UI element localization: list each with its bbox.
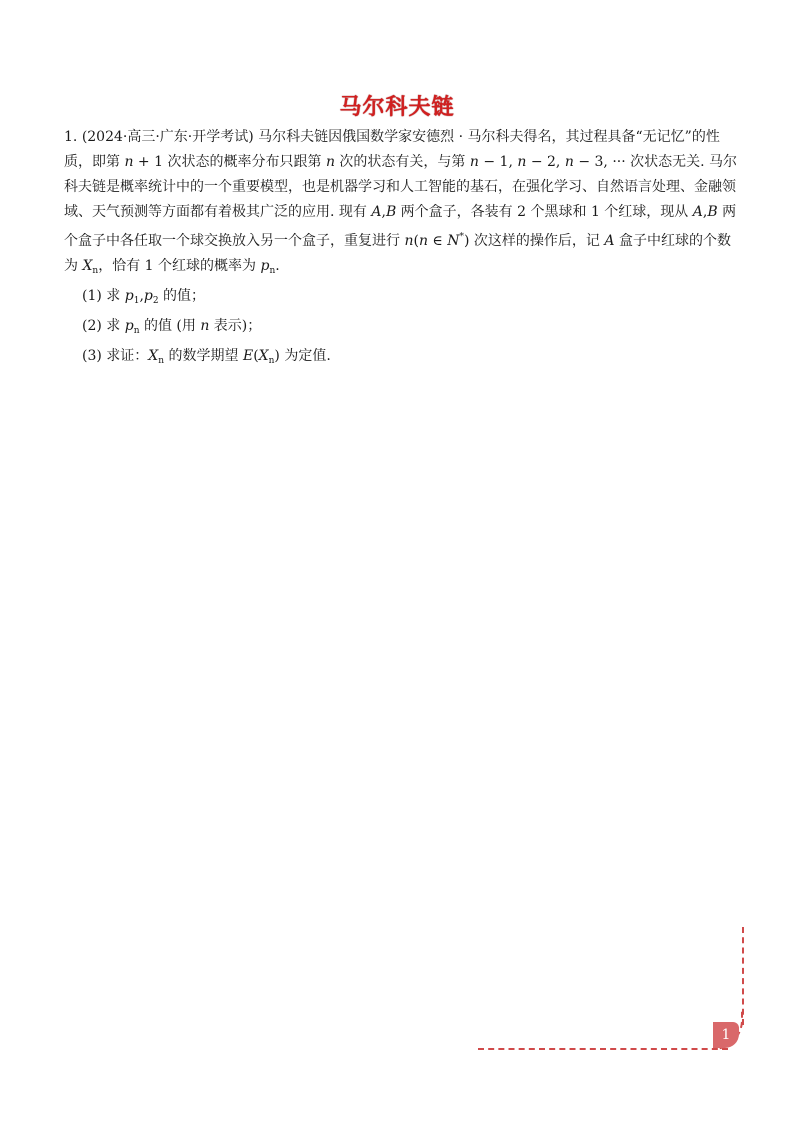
page-number: 1 xyxy=(713,1022,739,1048)
math-var: n xyxy=(200,318,210,334)
math-var: n xyxy=(517,154,527,170)
question-part-3 xyxy=(82,344,744,374)
math-var: n xyxy=(404,233,414,249)
problem-stem xyxy=(64,125,744,284)
math-sub: n xyxy=(158,356,165,366)
stem-text: ) 次这样的操作后，记 xyxy=(464,233,605,249)
math-var: A xyxy=(692,204,703,220)
math-var: A xyxy=(604,233,615,249)
math-var: n xyxy=(124,154,134,170)
part-text: , xyxy=(139,288,144,304)
stem-text: 两个盒子中各任取一个球交换放入另一个盒子，重复进行 xyxy=(64,204,737,249)
math-var: n xyxy=(418,233,428,249)
part-text: 为定值. xyxy=(279,348,331,364)
part-text: 的值 (用 xyxy=(139,318,201,334)
math-var: p xyxy=(260,258,270,274)
page-title: 马尔科夫链 xyxy=(339,95,455,120)
part-text: 的值； xyxy=(158,288,206,304)
part-text: (3) 求证： xyxy=(82,348,149,364)
math-var: B xyxy=(707,204,718,220)
part-text: 表示)； xyxy=(209,318,262,334)
math-var: B xyxy=(385,204,397,220)
part-text: (1) 求 xyxy=(82,288,125,304)
math-var: N xyxy=(447,233,460,249)
math-sub: n xyxy=(133,326,140,336)
math-sub: 1 xyxy=(133,296,140,306)
math-var: X xyxy=(82,258,93,274)
math-var: X xyxy=(258,348,269,364)
stem-text: − 3, ··· 次状态无关. 马尔科夫链是概率统计中的一个重要模型，也是机器学习和人工智能的基石，在强化学习、自然语言处理、金融领域、天气预测等方面都有着极其广泛的应用. 现有 xyxy=(64,154,738,220)
math-var: p xyxy=(124,318,134,334)
math-var: A xyxy=(371,204,382,220)
problem-1 xyxy=(64,125,744,374)
stem-text: 次的状态有关，与第 xyxy=(334,154,470,170)
stem-text: ∈ xyxy=(427,233,448,249)
page-footer-decoration xyxy=(478,1048,728,1050)
math-sub: n xyxy=(269,266,276,276)
stem-text: 盒子中红球的个数为 xyxy=(64,233,731,274)
math-sub: n xyxy=(268,356,275,366)
stem-text: − 1, xyxy=(478,154,518,170)
stem-text: + 1 次状态的概率分布只跟第 xyxy=(133,154,326,170)
stem-text: . xyxy=(275,258,280,274)
stem-text: 两个盒子，各装有 2 个黑球和 1 个红球，现从 xyxy=(396,204,693,220)
stem-text: (2024·高三·广东·开学考试) 马尔科夫链因俄国数学家安德烈 · 马尔科夫得名，其过程具备“无记忆”的性质，即第 xyxy=(64,129,720,170)
math-var: n xyxy=(564,154,574,170)
question-part-2 xyxy=(82,314,744,344)
stem-text: ，恰有 1 个红球的概率为 xyxy=(98,258,261,274)
stem-text: − 2, xyxy=(526,154,565,170)
math-var: E xyxy=(242,348,254,364)
stem-text: ( xyxy=(413,233,419,249)
part-text: 的数学期望 xyxy=(164,348,243,364)
part-text: ) xyxy=(274,348,280,364)
math-var: p xyxy=(143,288,153,304)
part-text: ( xyxy=(253,348,259,364)
question-part-1 xyxy=(82,284,744,314)
math-sub: n xyxy=(92,266,99,276)
math-var: n xyxy=(325,154,335,170)
math-var: X xyxy=(148,348,159,364)
math-var: p xyxy=(124,288,134,304)
math-sub: 2 xyxy=(152,296,159,306)
math-var: n xyxy=(469,154,479,170)
problem-number: 1. xyxy=(64,129,78,145)
stem-text: , xyxy=(702,204,708,220)
part-text: (2) 求 xyxy=(82,318,125,334)
stem-text: , xyxy=(381,204,386,220)
math-sup: * xyxy=(459,232,464,242)
